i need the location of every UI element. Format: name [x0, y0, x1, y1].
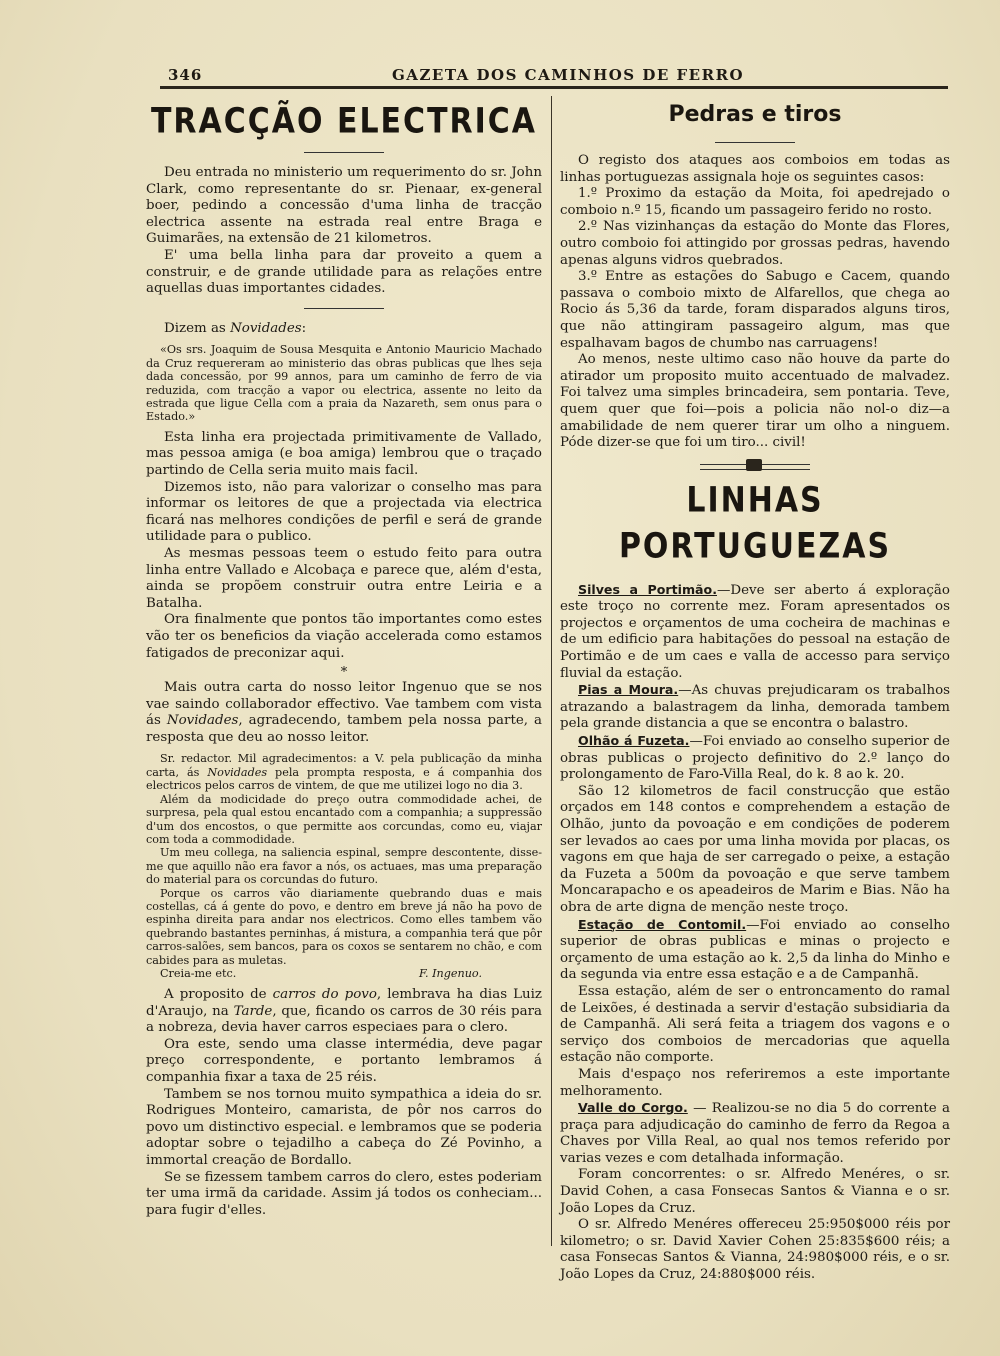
paragraph: Essa estação, além de ser o entroncamento do ramal de Leixões, é destinada a servir d'estação subsidiaria da de Campanhã. Ali será feita a triagem dos vagons e o serviço dos comboios de mercadorias que aquella estação não comporte. [560, 983, 950, 1066]
paragraph: 3.º Entre as estações do Sabugo e Cacem, quando passava o comboio mixto de Alfarellos, que chega ao Rocio ás 5,36 da tarde, foram disparados alguns tiros, que não attingiram passageiro algum, mas que espalhavam bagos de chumbo nas carruagens! [560, 269, 950, 351]
divider-rule [304, 152, 384, 153]
letter-closing [146, 967, 542, 981]
paragraph: Mais d'espaço nos referiremos a este importante melhoramento. [560, 1066, 950, 1099]
paragraph: Dizem as Novidades: [164, 320, 307, 336]
divider-rule [304, 308, 384, 309]
section-lead: Valle do Corgo. [578, 1100, 688, 1116]
paragraph: Estação de Contomil.—Foi enviado ao conselho superior de obras publicas e minas o projecto e orçamento de uma estação ao k. 2,5 da linha do Minho e da segunda via entre essa estação e a de Campanhã. [560, 916, 950, 983]
paragraph: Foram concorrentes: o sr. Alfredo Menéres, o sr. David Cohen, a casa Fonsecas Santos & Vianna e o sr. João Lopes da Cruz. [560, 1167, 950, 1216]
article-title-traccao: TRACÇÃO ELECTRICA [150, 101, 538, 142]
paragraph: Mais outra carta do nosso leitor Ingenuo que se nos vae saindo collaborador effectivo. Vae tambem com vista ás Novidades, agradecendo, tambem pela nossa parte, a resposta que deu ao nosso leitor. [146, 680, 542, 745]
paragraph: As mesmas pessoas teem o estudo feito para outra linha entre Vallado e Alcobaça e parece que, além d'esta, ainda se propõem construir outra entre Leiria e a Batalha. [146, 545, 542, 611]
paragraph: Ora este, sendo uma classe intermédia, deve pagar preço correspondente, e portanto lembramos á companhia fixar a taxa de 25 réis. [146, 1036, 542, 1085]
paragraph: Deu entrada no ministerio um requerimento do sr. John Clark, como representante do sr. Pienaar, ex-general boer, pedindo a concessão d'uma linha de tracção electrica assente na estrada real entre Braga e Guimarães, na extensão de 21 kilometros. [146, 165, 542, 247]
letter-paragraph: Além da modicidade do preço outra commodidade achei, de surpresa, pela qual estou encantado com a companhia; a suppressão d'um dos encostos, o que permitte aos corcundas, como eu, viajar com toda a commodidade. [146, 792, 542, 846]
section-lead: Silves a Portimão. [578, 581, 717, 597]
running-head [160, 64, 948, 86]
paragraph: 1.º Proximo da estação da Moita, foi apedrejado o comboio n.º 15, ficando um passageiro ferido no rosto. [560, 186, 950, 218]
article-title-pedras: Pedras e tiros [668, 102, 842, 127]
paragraph: Valle do Corgo. — Realizou-se no dia 5 do corrente a praça para adjudicação do caminho de ferro da Regoa a Chaves por Villa Real, ao qual nos temos referido por varias vezes e com detalhada informação. [560, 1100, 950, 1166]
letter-paragraph: Sr. redactor. Mil agradecimentos: a V. pela publicação da minha carta, ás Novidades pela prompta resposta, e á companhia dos electricos pelos carros de vintem, de que me utilizei logo no dia 3. [146, 752, 543, 793]
left-column [146, 96, 542, 1219]
right-column [560, 96, 950, 1284]
letter-paragraph: Um meu collega, na saliencia espinal, sempre descontente, disse-me que aquillo não era favor a nós, os actuaes, mas uma preparação do material para os corcundas do futuro. [146, 846, 542, 887]
signature: F. Ingenuo. [418, 966, 482, 980]
paragraph: Tambem se nos tornou muito sympathica a ideia do sr. Rodrigues Monteiro, camarista, de pôr nos carros do povo um distinctivo especial. e lembramos que se poderia adoptar sobre o tejadilho a cabeça do Zé Povinho, a immortal creação de Bordallo. [146, 1086, 542, 1168]
letter-paragraph: Porque os carros vão diariamente quebrando duas e mais costellas, cá á gente do povo, e dentro em breve já não ha povo de espinha direita para andar nos electricos. Como elles tambem vão quebrando bastantes perninhas, á mistura, a companhia terá que pôr carros-salões, sem bancos, para os coxos se sentarem no chão, e com cabides para as muletas. [146, 886, 542, 967]
section-lead: Estação de Contomil. [578, 916, 747, 932]
page-number: 346 [168, 66, 203, 84]
paragraph: O registo dos ataques aos comboios em todas as linhas portuguezas assignala hoje os seguintes casos: [560, 153, 950, 185]
divider-rule [715, 142, 795, 143]
paragraph: Esta linha era projectada primitivamente de Vallado, mas pessoa amiga (e boa amiga) lembrou que o traçado partindo de Cella seria muito mais facil. [146, 429, 542, 478]
paragraph: 2.º Nas vizinhanças da estação do Monte das Flores, outro comboio foi attingido por grossas pedras, havendo apenas alguns vidros quebrados. [560, 219, 950, 268]
journal-title: GAZETA DOS CAMINHOS DE FERRO [392, 66, 745, 84]
paragraph: Ao menos, neste ultimo caso não houve da parte do atirador um proposito muito accentuado de malvadez. Foi talvez uma simples brincadeira, sem pontaria. Teve, quem quer que foi—pois a policia não nol-o diz—a amabilidade de nem querer tirar um olho a ninguem. Póde dizer-se que foi um tiro... civil! [560, 352, 950, 451]
paragraph: Ora finalmente que pontos tão importantes como estes vão ter os beneficios da viação accelerada como estamos fatigados de preconizar aqui. [146, 612, 542, 661]
section-lead: Pias a Moura. [578, 682, 679, 698]
paragraph: O sr. Alfredo Menéres offereceu 25:950$000 réis por kilometro; o sr. David Xavier Cohen 25:835$600 réis; a casa Fonsecas Santos & Vianna, 24:980$000 réis, e o sr. João Lopes da Cruz, 24:880$000 réis. [560, 1217, 950, 1283]
quote-paragraph: «Os srs. Joaquim de Sousa Mesquita e Antonio Mauricio Machado da Cruz requereram ao ministerio das obras publicas que lhes seja dada concessão, por 99 annos, para um caminho de ferro de via reduzida, com tracção a vapor ou electrica, assente no leito da estrada que ligue Cella com a praia da Nazareth, sem onus para o Estado.» [146, 343, 542, 424]
closing-text: Creia-me etc. [160, 966, 237, 980]
paragraph: Silves a Portimão.—Deve ser aberto á exploração este troço no corrente mez. Foram apresentados os projectos e orçamentos de uma cocheira de machinas e de um edificio para habitações do pessoal na estação de Portimão e de um caes e valla de accesso para serviço fluvial da estação. [560, 581, 950, 681]
paragraph: São 12 kilometros de facil construcção que estão orçados em 148 contos e comprehendem a estação de Olhão, junto da povoação e em condições de poderem ser levados ao caes por uma linha movida por placas, os vagons em que haja de ser carregado o peixe, a estação da Fuzeta a 500m da povoação e que serve tambem Moncarapacho e os apeadeiros de Marim e Bias. Não ha obra de arte digna de menção neste troço. [560, 783, 950, 915]
paragraph: Pias a Moura.—As chuvas prejudicaram os trabalhos atrazando a balastragem da linha, demorada tambem pela grande distancia a que se encontra o balastro. [560, 682, 950, 732]
section-lead: Olhão á Fuzeta. [578, 733, 690, 749]
train-ornament-icon [746, 459, 762, 471]
ornament-rule [700, 464, 810, 470]
column-divider [551, 96, 552, 1246]
paragraph: Olhão á Fuzeta.—Foi enviado ao conselho superior de obras publicas o projecto definitivo do 2.º lanço do prolongamento de Faro-Villa Real, do k. 8 ao k. 20. [560, 733, 950, 783]
article-title-linhas: LINHAS PORTUGUEZAS [618, 479, 892, 567]
section-star: * [340, 665, 348, 681]
paragraph: A proposito de carros do povo, lembrava ha dias Luiz d'Araujo, na Tarde, que, ficando os carros de 30 réis para a nobreza, devia haver carros especiaes para o clero. [146, 986, 542, 1036]
header-rule [160, 86, 948, 89]
paragraph: E' uma bella linha para dar proveito a quem a construir, e de grande utilidade para as relações entre aquellas duas importantes cidades. [146, 247, 542, 297]
paragraph: Dizemos isto, não para valorizar o conselho mas para informar os leitores de que a projectada via electrica ficará nas melhores condições de perfil e será de grande utilidade para o publico. [146, 479, 542, 545]
paragraph: Se se fizessem tambem carros do clero, estes poderiam ter uma irmã da caridade. Assim já todos os conheciam... para fugir d'elles. [146, 1169, 542, 1218]
